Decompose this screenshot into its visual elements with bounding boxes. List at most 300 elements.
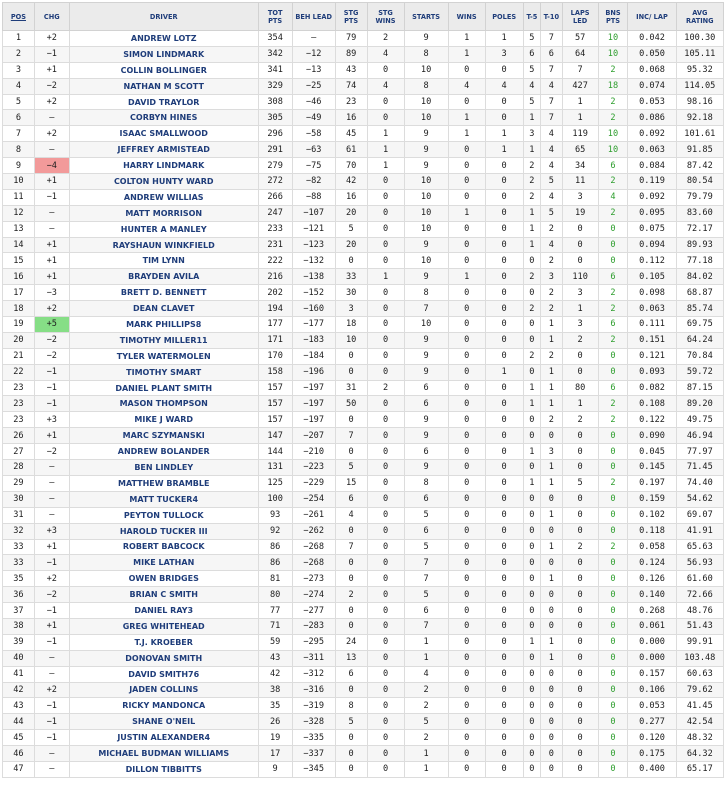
- driver-link[interactable]: SHANE O'NEIL: [69, 714, 258, 730]
- total-points-cell: 342: [258, 46, 292, 62]
- driver-link[interactable]: DANIEL PLANT SMITH: [69, 380, 258, 396]
- top10-cell: 0: [541, 761, 563, 777]
- laps-led-cell: 3: [562, 189, 598, 205]
- column-header-wins[interactable]: WINS: [448, 3, 485, 31]
- behind-leader-cell: −319: [292, 698, 335, 714]
- wins-cell: 4: [448, 78, 485, 94]
- average-rating-cell: 79.62: [676, 682, 723, 698]
- bonus-points-cell: 10: [598, 142, 628, 158]
- table-row: [3, 31, 724, 47]
- stage-wins-cell: 0: [367, 412, 404, 428]
- driver-link[interactable]: DONOVAN SMITH: [69, 650, 258, 666]
- driver-link[interactable]: MICHAEL BUDMAN WILLIAMS: [69, 746, 258, 762]
- behind-leader-cell: −254: [292, 491, 335, 507]
- starts-cell: 10: [404, 317, 448, 333]
- driver-link[interactable]: TYLER WATERMOLEN: [69, 348, 258, 364]
- behind-leader-cell: −268: [292, 555, 335, 571]
- column-header-tot-pts[interactable]: TOT PTS: [258, 3, 292, 31]
- column-header-inc-lap[interactable]: INC/ LAP: [628, 3, 676, 31]
- table-row: [3, 174, 724, 190]
- total-points-cell: 177: [258, 317, 292, 333]
- average-rating-cell: 79.79: [676, 189, 723, 205]
- incidents-per-lap-cell: 0.053: [628, 94, 676, 110]
- column-header-stg-pts[interactable]: STG PTS: [335, 3, 367, 31]
- top10-cell: 1: [541, 317, 563, 333]
- change-cell: −1: [34, 396, 69, 412]
- driver-link[interactable]: HAROLD TUCKER III: [69, 523, 258, 539]
- average-rating-cell: 48.32: [676, 730, 723, 746]
- column-header-pos[interactable]: [3, 3, 35, 31]
- driver-link[interactable]: MATTHEW BRAMBLE: [69, 475, 258, 491]
- wins-cell: 0: [448, 460, 485, 476]
- table-row: [3, 189, 724, 205]
- laps-led-cell: 0: [562, 587, 598, 603]
- driver-link[interactable]: ANDREW WILLIAS: [69, 189, 258, 205]
- stage-points-cell: 89: [335, 46, 367, 62]
- table-row: [3, 332, 724, 348]
- table-row: [3, 539, 724, 555]
- poles-cell: 0: [485, 587, 523, 603]
- driver-link[interactable]: CORBYN HINES: [69, 110, 258, 126]
- top10-cell: 1: [541, 539, 563, 555]
- behind-leader-cell: −132: [292, 253, 335, 269]
- driver-link[interactable]: MATT TUCKER4: [69, 491, 258, 507]
- driver-link[interactable]: DEAN CLAVET: [69, 301, 258, 317]
- bonus-points-cell: 0: [598, 650, 628, 666]
- driver-link[interactable]: SIMON LINDMARK: [69, 46, 258, 62]
- wins-cell: 0: [448, 587, 485, 603]
- poles-cell: 0: [485, 666, 523, 682]
- starts-cell: 8: [404, 46, 448, 62]
- driver-link[interactable]: MARK PHILLIPS8: [69, 317, 258, 333]
- total-points-cell: 17: [258, 746, 292, 762]
- position-cell: 23: [3, 380, 35, 396]
- driver-link[interactable]: JUSTIN ALEXANDER4: [69, 730, 258, 746]
- stage-wins-cell: 0: [367, 444, 404, 460]
- change-cell: –: [34, 491, 69, 507]
- total-points-cell: 231: [258, 237, 292, 253]
- stage-points-cell: 5: [335, 221, 367, 237]
- wins-cell: 0: [448, 380, 485, 396]
- column-header-poles[interactable]: POLES: [485, 3, 523, 31]
- top5-cell: 0: [523, 587, 540, 603]
- table-row: [3, 94, 724, 110]
- driver-link[interactable]: DAVID TRAYLOR: [69, 94, 258, 110]
- incidents-per-lap-cell: 0.157: [628, 666, 676, 682]
- laps-led-cell: 0: [562, 603, 598, 619]
- laps-led-cell: 3: [562, 317, 598, 333]
- wins-cell: 0: [448, 174, 485, 190]
- driver-link[interactable]: RAYSHAUN WINKFIELD: [69, 237, 258, 253]
- stage-points-cell: 2: [335, 587, 367, 603]
- laps-led-cell: 80: [562, 380, 598, 396]
- average-rating-cell: 41.45: [676, 698, 723, 714]
- change-cell: −2: [34, 78, 69, 94]
- behind-leader-cell: −262: [292, 523, 335, 539]
- laps-led-cell: 0: [562, 523, 598, 539]
- driver-link[interactable]: BRIAN C SMITH: [69, 587, 258, 603]
- laps-led-cell: 3: [562, 285, 598, 301]
- laps-led-cell: 0: [562, 491, 598, 507]
- starts-cell: 10: [404, 189, 448, 205]
- driver-link[interactable]: BRETT D. BENNETT: [69, 285, 258, 301]
- incidents-per-lap-cell: 0.400: [628, 761, 676, 777]
- average-rating-cell: 87.42: [676, 158, 723, 174]
- position-cell: 32: [3, 523, 35, 539]
- starts-cell: 10: [404, 62, 448, 78]
- change-cell: +2: [34, 126, 69, 142]
- driver-link[interactable]: ANDREW LOTZ: [69, 31, 258, 47]
- incidents-per-lap-cell: 0.268: [628, 603, 676, 619]
- table-header: [3, 3, 724, 31]
- top5-cell: 1: [523, 634, 540, 650]
- position-cell: 47: [3, 761, 35, 777]
- driver-link[interactable]: COLLIN BOLLINGER: [69, 62, 258, 78]
- driver-link[interactable]: BEN LINDLEY: [69, 460, 258, 476]
- bonus-points-cell: 2: [598, 475, 628, 491]
- incidents-per-lap-cell: 0.058: [628, 539, 676, 555]
- stage-wins-cell: 1: [367, 158, 404, 174]
- poles-cell: 0: [485, 682, 523, 698]
- change-cell: −1: [34, 364, 69, 380]
- stage-points-cell: 23: [335, 94, 367, 110]
- incidents-per-lap-cell: 0.053: [628, 698, 676, 714]
- column-header-t5[interactable]: T-5: [523, 3, 540, 31]
- behind-leader-cell: −75: [292, 158, 335, 174]
- position-cell: 11: [3, 189, 35, 205]
- total-points-cell: 100: [258, 491, 292, 507]
- incidents-per-lap-cell: 0.000: [628, 650, 676, 666]
- average-rating-cell: 77.97: [676, 444, 723, 460]
- table-row: [3, 253, 724, 269]
- top5-cell: 2: [523, 301, 540, 317]
- column-header-chg[interactable]: CHG: [34, 3, 69, 31]
- column-header-starts[interactable]: STARTS: [404, 3, 448, 31]
- top5-cell: 0: [523, 746, 540, 762]
- total-points-cell: 93: [258, 507, 292, 523]
- position-cell: 44: [3, 714, 35, 730]
- position-cell: 8: [3, 142, 35, 158]
- driver-link[interactable]: MASON THOMPSON: [69, 396, 258, 412]
- position-cell: 37: [3, 603, 35, 619]
- incidents-per-lap-cell: 0.102: [628, 507, 676, 523]
- starts-cell: 6: [404, 444, 448, 460]
- position-cell: 36: [3, 587, 35, 603]
- poles-cell: 0: [485, 507, 523, 523]
- driver-link[interactable]: T.J. KROEBER: [69, 634, 258, 650]
- total-points-cell: 38: [258, 682, 292, 698]
- table-row: [3, 237, 724, 253]
- wins-cell: 1: [448, 269, 485, 285]
- stage-wins-cell: 0: [367, 491, 404, 507]
- driver-link[interactable]: DAVID SMITH76: [69, 666, 258, 682]
- column-header-beh-lead[interactable]: BEH LEAD: [292, 3, 335, 31]
- table-row: [3, 618, 724, 634]
- poles-cell: 1: [485, 142, 523, 158]
- column-header-stg-wins[interactable]: STG WINS: [367, 3, 404, 31]
- stage-wins-cell: 0: [367, 730, 404, 746]
- stage-wins-cell: 0: [367, 253, 404, 269]
- position-cell: 13: [3, 221, 35, 237]
- starts-cell: 7: [404, 555, 448, 571]
- driver-link[interactable]: ANDREW BOLANDER: [69, 444, 258, 460]
- column-header-bns-pts[interactable]: BNS PTS: [598, 3, 628, 31]
- bonus-points-cell: 0: [598, 523, 628, 539]
- position-cell: 5: [3, 94, 35, 110]
- wins-cell: 0: [448, 332, 485, 348]
- change-cell: –: [34, 460, 69, 476]
- driver-link[interactable]: TIMOTHY MILLER11: [69, 332, 258, 348]
- driver-link[interactable]: TIM LYNN: [69, 253, 258, 269]
- behind-leader-cell: −88: [292, 189, 335, 205]
- driver-link[interactable]: GREG WHITEHEAD: [69, 618, 258, 634]
- incidents-per-lap-cell: 0.108: [628, 396, 676, 412]
- driver-link[interactable]: HUNTER A MANLEY: [69, 221, 258, 237]
- bonus-points-cell: 2: [598, 332, 628, 348]
- top5-cell: 2: [523, 189, 540, 205]
- behind-leader-cell: −183: [292, 332, 335, 348]
- laps-led-cell: 0: [562, 253, 598, 269]
- stage-points-cell: 0: [335, 603, 367, 619]
- total-points-cell: 170: [258, 348, 292, 364]
- behind-leader-cell: −197: [292, 396, 335, 412]
- position-cell: 3: [3, 62, 35, 78]
- change-cell: −2: [34, 587, 69, 603]
- stage-wins-cell: 1: [367, 126, 404, 142]
- incidents-per-lap-cell: 0.063: [628, 301, 676, 317]
- poles-cell: 0: [485, 428, 523, 444]
- behind-leader-cell: −316: [292, 682, 335, 698]
- driver-link[interactable]: DANIEL RAY3: [69, 603, 258, 619]
- driver-link[interactable]: NATHAN M SCOTT: [69, 78, 258, 94]
- incidents-per-lap-cell: 0.075: [628, 221, 676, 237]
- behind-leader-cell: −210: [292, 444, 335, 460]
- change-cell: −3: [34, 285, 69, 301]
- bonus-points-cell: 0: [598, 666, 628, 682]
- wins-cell: 0: [448, 698, 485, 714]
- header-row: [3, 3, 724, 31]
- top5-cell: 1: [523, 142, 540, 158]
- laps-led-cell: 0: [562, 714, 598, 730]
- incidents-per-lap-cell: 0.045: [628, 444, 676, 460]
- stage-points-cell: 31: [335, 380, 367, 396]
- stage-points-cell: 0: [335, 555, 367, 571]
- top5-cell: 0: [523, 412, 540, 428]
- top10-cell: 7: [541, 110, 563, 126]
- total-points-cell: 86: [258, 539, 292, 555]
- average-rating-cell: 103.48: [676, 650, 723, 666]
- stage-points-cell: 70: [335, 158, 367, 174]
- column-header-driver[interactable]: DRIVER: [69, 3, 258, 31]
- stage-wins-cell: 0: [367, 587, 404, 603]
- driver-link[interactable]: HARRY LINDMARK: [69, 158, 258, 174]
- total-points-cell: 202: [258, 285, 292, 301]
- table-row: [3, 571, 724, 587]
- laps-led-cell: 119: [562, 126, 598, 142]
- wins-cell: 0: [448, 189, 485, 205]
- driver-link[interactable]: JEFFREY ARMISTEAD: [69, 142, 258, 158]
- total-points-cell: 266: [258, 189, 292, 205]
- column-header-laps-led[interactable]: LAPS LED: [562, 3, 598, 31]
- top5-cell: 1: [523, 221, 540, 237]
- behind-leader-cell: −207: [292, 428, 335, 444]
- total-points-cell: 157: [258, 412, 292, 428]
- table-row: [3, 587, 724, 603]
- position-cell: 27: [3, 444, 35, 460]
- behind-leader-cell: −160: [292, 301, 335, 317]
- stage-points-cell: 5: [335, 460, 367, 476]
- position-cell: 28: [3, 460, 35, 476]
- stage-wins-cell: 0: [367, 221, 404, 237]
- position-cell: 23: [3, 396, 35, 412]
- table-row: [3, 126, 724, 142]
- laps-led-cell: 2: [562, 332, 598, 348]
- behind-leader-cell: −177: [292, 317, 335, 333]
- standings-table: [2, 2, 724, 778]
- starts-cell: 9: [404, 412, 448, 428]
- incidents-per-lap-cell: 0.050: [628, 46, 676, 62]
- behind-leader-cell: −273: [292, 571, 335, 587]
- laps-led-cell: 0: [562, 364, 598, 380]
- incidents-per-lap-cell: 0.095: [628, 205, 676, 221]
- bonus-points-cell: 2: [598, 301, 628, 317]
- column-header-avg-rating[interactable]: AVG RATING: [676, 3, 723, 31]
- driver-link[interactable]: MIKE J WARD: [69, 412, 258, 428]
- change-cell: +2: [34, 31, 69, 47]
- behind-leader-cell: −49: [292, 110, 335, 126]
- position-cell: 23: [3, 412, 35, 428]
- top5-cell: 0: [523, 571, 540, 587]
- top5-cell: 0: [523, 491, 540, 507]
- laps-led-cell: 0: [562, 761, 598, 777]
- stage-wins-cell: 0: [367, 285, 404, 301]
- table-row: [3, 110, 724, 126]
- change-cell: –: [34, 221, 69, 237]
- stage-wins-cell: 1: [367, 269, 404, 285]
- driver-link[interactable]: MARC SZYMANSKI: [69, 428, 258, 444]
- top5-cell: 5: [523, 31, 540, 47]
- top10-cell: 1: [541, 507, 563, 523]
- average-rating-cell: 54.62: [676, 491, 723, 507]
- top10-cell: 0: [541, 682, 563, 698]
- stage-points-cell: 0: [335, 682, 367, 698]
- stage-wins-cell: 0: [367, 332, 404, 348]
- driver-link[interactable]: OWEN BRIDGES: [69, 571, 258, 587]
- stage-points-cell: 8: [335, 698, 367, 714]
- driver-link[interactable]: MATT MORRISON: [69, 205, 258, 221]
- starts-cell: 10: [404, 253, 448, 269]
- top10-cell: 0: [541, 603, 563, 619]
- total-points-cell: 92: [258, 523, 292, 539]
- driver-link[interactable]: JADEN COLLINS: [69, 682, 258, 698]
- laps-led-cell: 0: [562, 571, 598, 587]
- starts-cell: 5: [404, 714, 448, 730]
- average-rating-cell: 72.17: [676, 221, 723, 237]
- change-cell: +2: [34, 301, 69, 317]
- bonus-points-cell: 0: [598, 603, 628, 619]
- change-cell: +2: [34, 682, 69, 698]
- top5-cell: 2: [523, 269, 540, 285]
- behind-leader-cell: −345: [292, 761, 335, 777]
- driver-link[interactable]: TIMOTHY SMART: [69, 364, 258, 380]
- position-cell: 19: [3, 317, 35, 333]
- table-row: [3, 746, 724, 762]
- top5-cell: 1: [523, 380, 540, 396]
- laps-led-cell: 0: [562, 460, 598, 476]
- table-row: [3, 428, 724, 444]
- stage-points-cell: 4: [335, 507, 367, 523]
- incidents-per-lap-cell: 0.124: [628, 555, 676, 571]
- stage-wins-cell: 0: [367, 174, 404, 190]
- behind-leader-cell: −46: [292, 94, 335, 110]
- driver-link[interactable]: PEYTON TULLOCK: [69, 507, 258, 523]
- column-header-t10[interactable]: T-10: [541, 3, 563, 31]
- starts-cell: 9: [404, 158, 448, 174]
- laps-led-cell: 0: [562, 730, 598, 746]
- poles-cell: 3: [485, 46, 523, 62]
- starts-cell: 8: [404, 285, 448, 301]
- total-points-cell: 233: [258, 221, 292, 237]
- starts-cell: 5: [404, 507, 448, 523]
- stage-wins-cell: 2: [367, 31, 404, 47]
- driver-link[interactable]: ISAAC SMALLWOOD: [69, 126, 258, 142]
- average-rating-cell: 101.61: [676, 126, 723, 142]
- poles-cell: 0: [485, 221, 523, 237]
- laps-led-cell: 427: [562, 78, 598, 94]
- stage-wins-cell: 0: [367, 428, 404, 444]
- top10-cell: 5: [541, 205, 563, 221]
- starts-cell: 10: [404, 221, 448, 237]
- driver-link[interactable]: DILLON TIBBITTS: [69, 761, 258, 777]
- driver-link[interactable]: BRAYDEN AVILA: [69, 269, 258, 285]
- behind-leader-cell: −138: [292, 269, 335, 285]
- average-rating-cell: 100.30: [676, 31, 723, 47]
- change-cell: –: [34, 666, 69, 682]
- table-row: [3, 221, 724, 237]
- wins-cell: 0: [448, 62, 485, 78]
- average-rating-cell: 95.32: [676, 62, 723, 78]
- driver-link[interactable]: RICKY MANDONCA: [69, 698, 258, 714]
- wins-cell: 0: [448, 650, 485, 666]
- stage-points-cell: 43: [335, 62, 367, 78]
- change-cell: –: [34, 507, 69, 523]
- stage-points-cell: 0: [335, 364, 367, 380]
- table-row: [3, 158, 724, 174]
- wins-cell: 1: [448, 126, 485, 142]
- bonus-points-cell: 0: [598, 730, 628, 746]
- driver-link[interactable]: MIKE LATHAN: [69, 555, 258, 571]
- wins-cell: 0: [448, 761, 485, 777]
- bonus-points-cell: 0: [598, 698, 628, 714]
- stage-wins-cell: 0: [367, 539, 404, 555]
- driver-link[interactable]: ROBERT BABCOCK: [69, 539, 258, 555]
- bonus-points-cell: 0: [598, 587, 628, 603]
- incidents-per-lap-cell: 0.151: [628, 332, 676, 348]
- stage-wins-cell: 0: [367, 237, 404, 253]
- average-rating-cell: 85.74: [676, 301, 723, 317]
- starts-cell: 1: [404, 634, 448, 650]
- wins-cell: 0: [448, 634, 485, 650]
- position-cell: 46: [3, 746, 35, 762]
- top10-cell: 1: [541, 571, 563, 587]
- driver-link[interactable]: COLTON HUNTY WARD: [69, 174, 258, 190]
- top10-cell: 6: [541, 46, 563, 62]
- total-points-cell: 125: [258, 475, 292, 491]
- stage-wins-cell: 0: [367, 364, 404, 380]
- bonus-points-cell: 0: [598, 714, 628, 730]
- average-rating-cell: 92.18: [676, 110, 723, 126]
- stage-points-cell: 6: [335, 666, 367, 682]
